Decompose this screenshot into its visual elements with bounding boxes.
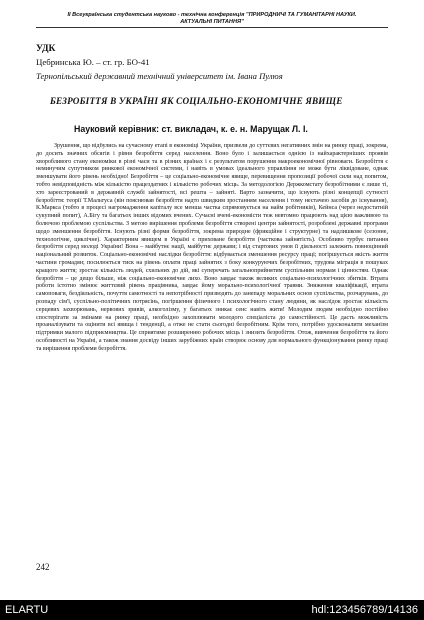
footer-repository-label: ELARTU (5, 604, 49, 616)
conference-header-line1: ІІ Всеукраїнська студентська науково - технічна конференція "ПРИРОДНИЧІ ТА ГУМАНІТАРНІ НАУКИ. (67, 12, 357, 18)
supervisor-line: Науковий керівник: ст. викладач, к. е. н. Марущак Л. І. (74, 124, 308, 134)
repository-footer (0, 600, 424, 620)
author-line: Цебринська Ю. – ст. гр. БО-41 (36, 57, 150, 67)
udk-label: УДК (36, 44, 56, 54)
body-text: Зрушення, що відбулись на сучасному етапі в економіці України, призвели до суттєвих негативних змін на ринку праці, зокрема, до досить значних обсягів і рівня безробіття серед населення. Воно було і залишається однією із найхарактерніших проявів хворобливого стану економіки в різні часи та в різних країнах і є результатом порушення макроекономічної рівноваги. Безробіття є неминучим супутником ринкової економічної системи, і навіть в умовах ідеального управління не може бути ліквідоване, однак зменшувати його рівень необхідно! Безробіття – це соціально-економічне явище, перевищення пропозиції робочої сили над попитом, тобто невідповідність між кількістю працездатних і кількістю робочих місць. За методологією Держкомстату безробітними є лише ті, хто зареєстрований в державній службі зайнятості, всі решта – зайняті. Варто зазначити, що існують різні концепції сутності безробіття: теорії Т.Мальтуса (він пояснював безробіття надто швидким зростанням населення і тому нестачею засобів до існування), К.Маркса (тобто в процесі нагромадження капіталу все менша частка спрямовується на найм робітників), Кейнса (через недостатній сукупний попит), А.Бігу та багатьох інших відомих вчених. Сучасні вчені-економісти теж невтомно працюють над цією важливою та болючою проблемою суспільства. З метою вирішення проблеми безробіття створені центри зайнятості, розроблені державні програми щодо зменшення безробіття. Існують різні форми безробіття, зокрема природне (фрикційне і структурне) та надлишкове (сезонне, технологічне, циклічне). Характерним явищем в Україні є приховане безробіття (часткова зайнятість). Особливо турбує питання безробіття серед молоді України! Вона – майбутнє нації, майбутнє держави; і від стартових умов її діяльності залежить повноцінний національний розвиток. Соціально-економічні наслідки безробіття: відбувається зменшення ресурсу праці; погіршується якість життя частини громадян; посилюється тиск на рівень оплати праці зайнятих з боку конкуруючих безробітних, трудова міграція в пошуках кращого життя; зростає кількість людей, схильних до дій, які суперечать загальноприйнятим суспільним нормам і цінностям. Однак безробіття – це дещо більше, ніж соціально-економічне лихо. Воно завдає також великих соціально-психологічних збитків. Втрата роботи істотно змінює життєвий рівень працівника, завдає йому морально-психологічної травми. Зниження кваліфікації, втрата самоповаги, бездіяльність, почуття самотності та непотрібності призводять до занепаду моральних основ суспільства, розчарувань, до розпаду сім'ї, суспільно-політичних потрясінь, погіршення фізичного і психологічного стану людини, як наслідок зростає кількість серцевих захворювань, нервових зривів, алкоголізму, у багатьох зникає сенс навіть жити! Молодим людям необхідно постійно спостерігати за змінами на ринку праці, необхідно захоплювати молодого спеціаліста до самостійності. Це дасть можливість проаналізувати та оцінити всі явища і тенденції, а отже не стати сьогодні безробітним. Крім того, потрібно удосконалити механізм підтримки малого підприємництва. Це сприятиме розширенню робочих місць і знизить безробіття. Отож, вивчення безробіття та його особливості на Україні, а також знання досвіду інших зарубіжних країн створює основу для нормального функціонування ринку праці та вирішення проблеми безробіття. (36, 143, 388, 352)
footer-handle-label: hdl:123456789/14136 (311, 604, 418, 616)
affiliation-line: Тернопільський державний технічний університет ім. Івана Пулюя (36, 71, 283, 81)
page-number: 242 (36, 562, 50, 572)
paper-title: БЕЗРОБІТТЯ В УКРАЇНІ ЯК СОЦІАЛЬНО-ЕКОНОМІЧНЕ ЯВИЩЕ (50, 96, 343, 106)
conference-header (36, 12, 388, 28)
conference-header-line2: АКТУАЛЬНІ ПИТАННЯ" (180, 19, 244, 25)
